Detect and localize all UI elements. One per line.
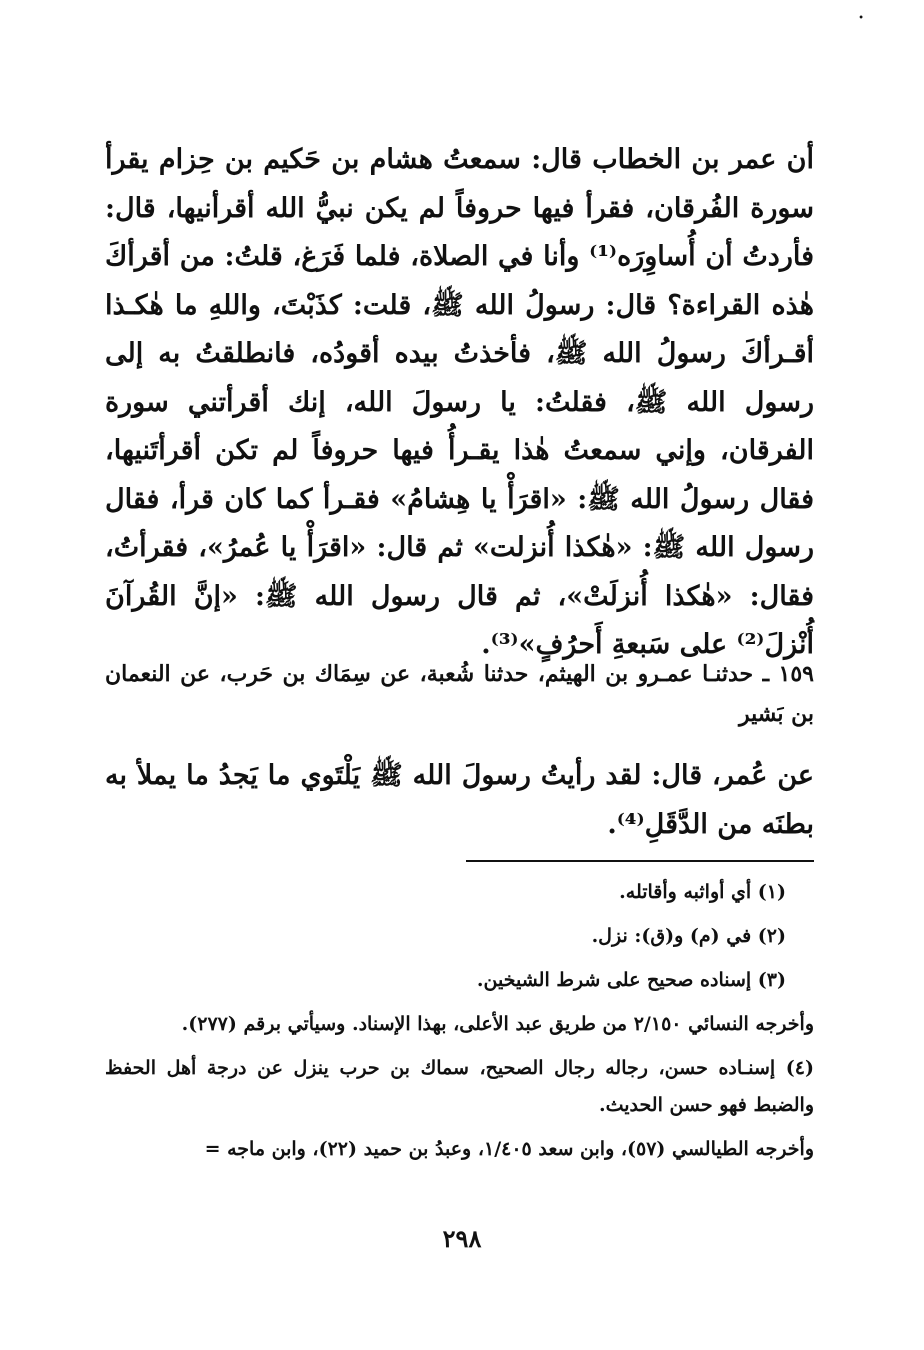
footnote-separator	[466, 860, 814, 862]
footnote-1: (١) أي أواثبه وأقاتله.	[619, 881, 786, 903]
footnotes	[105, 874, 814, 1175]
footnote-4-extra: وأخرجه الطيالسي (٥٧)، وابن سعد ١/٤٠٥، وعبدُ بن حميد (٢٢)، وابن ماجه =	[204, 1138, 814, 1160]
footnote-3: (٣) إسناده صحيح على شرط الشيخين.	[476, 969, 786, 991]
hadith-159-text: عن عُمر، قال: لقد رأيتُ رسولَ الله ﷺ يَلْتَوي ما يَجدُ ما يملأ به بطنَه من الدَّقَلِ⁽⁴⁾.	[105, 760, 814, 840]
hadith-main-text: أن عمر بن الخطاب قال: سمعتُ هشام بن حَكيم بن حِزام يقرأ سورة الفُرقان، فقرأ فيها حروفاً لم يكن نبيُّ الله أقرأنيها، قال: فأردتُ أن أُساوِرَه⁽¹⁾ وأنا في الصلاة، فلما فَرَغ، قلتُ: من أقرأكَ هٰذه القراءة؟ قال: رسولُ الله ﷺ، قلت: كذَبْتَ، واللهِ ما هٰكـذا أقـرأكَ رسولُ الله ﷺ، فأخذتُ بيده أقودُه، فانطلقتُ به إلى رسول الله ﷺ، فقلتُ: يا رسولَ الله، إنك أقرأتني سورة الفرقان، وإني سمعتُ هٰذا يقـرأُ فيها حروفاً لم تكن أقرأتَنيها، فقال رسولُ الله ﷺ: «اقرَأْ يا هِشامُ» فقـرأ كما كان قرأ، فقال رسول الله ﷺ: «هٰكذا أُنزلت» ثم قال: «اقرَأْ يا عُمرُ»، فقرأتُ، فقال: «هٰكذا أُنزلَتْ»، ثم قال رسول الله ﷺ: «إنَّ القُرآنَ أُنْزلَ⁽²⁾ على سَبعةِ أَحرُفٍ»⁽³⁾.	[105, 144, 814, 660]
footnote-3-extra: وأخرجه النسائي ٢/١٥٠ من طريق عبد الأعلى، بهذا الإسناد. وسيأتي برقم (٢٧٧).	[181, 1013, 814, 1035]
corner-mark: •	[858, 13, 864, 24]
hadith-159-chain: ١٥٩ ـ حدثنـا عمـرو بن الهيثم، حدثنا شُعبة، عن سِمَاك بن حَرب، عن النعمان بن بَشير	[105, 661, 814, 727]
footnote-4: (٤) إسنـاده حسن، رجاله رجال الصحيح، سماك بن حرب ينزل عن درجة أهل الحفظ والضبط فهو حسن الحديث.	[105, 1057, 814, 1116]
footnote-2: (٢) في (م) و(ق): نزل.	[591, 925, 786, 947]
page-number: ٢٩٨	[442, 1224, 482, 1253]
